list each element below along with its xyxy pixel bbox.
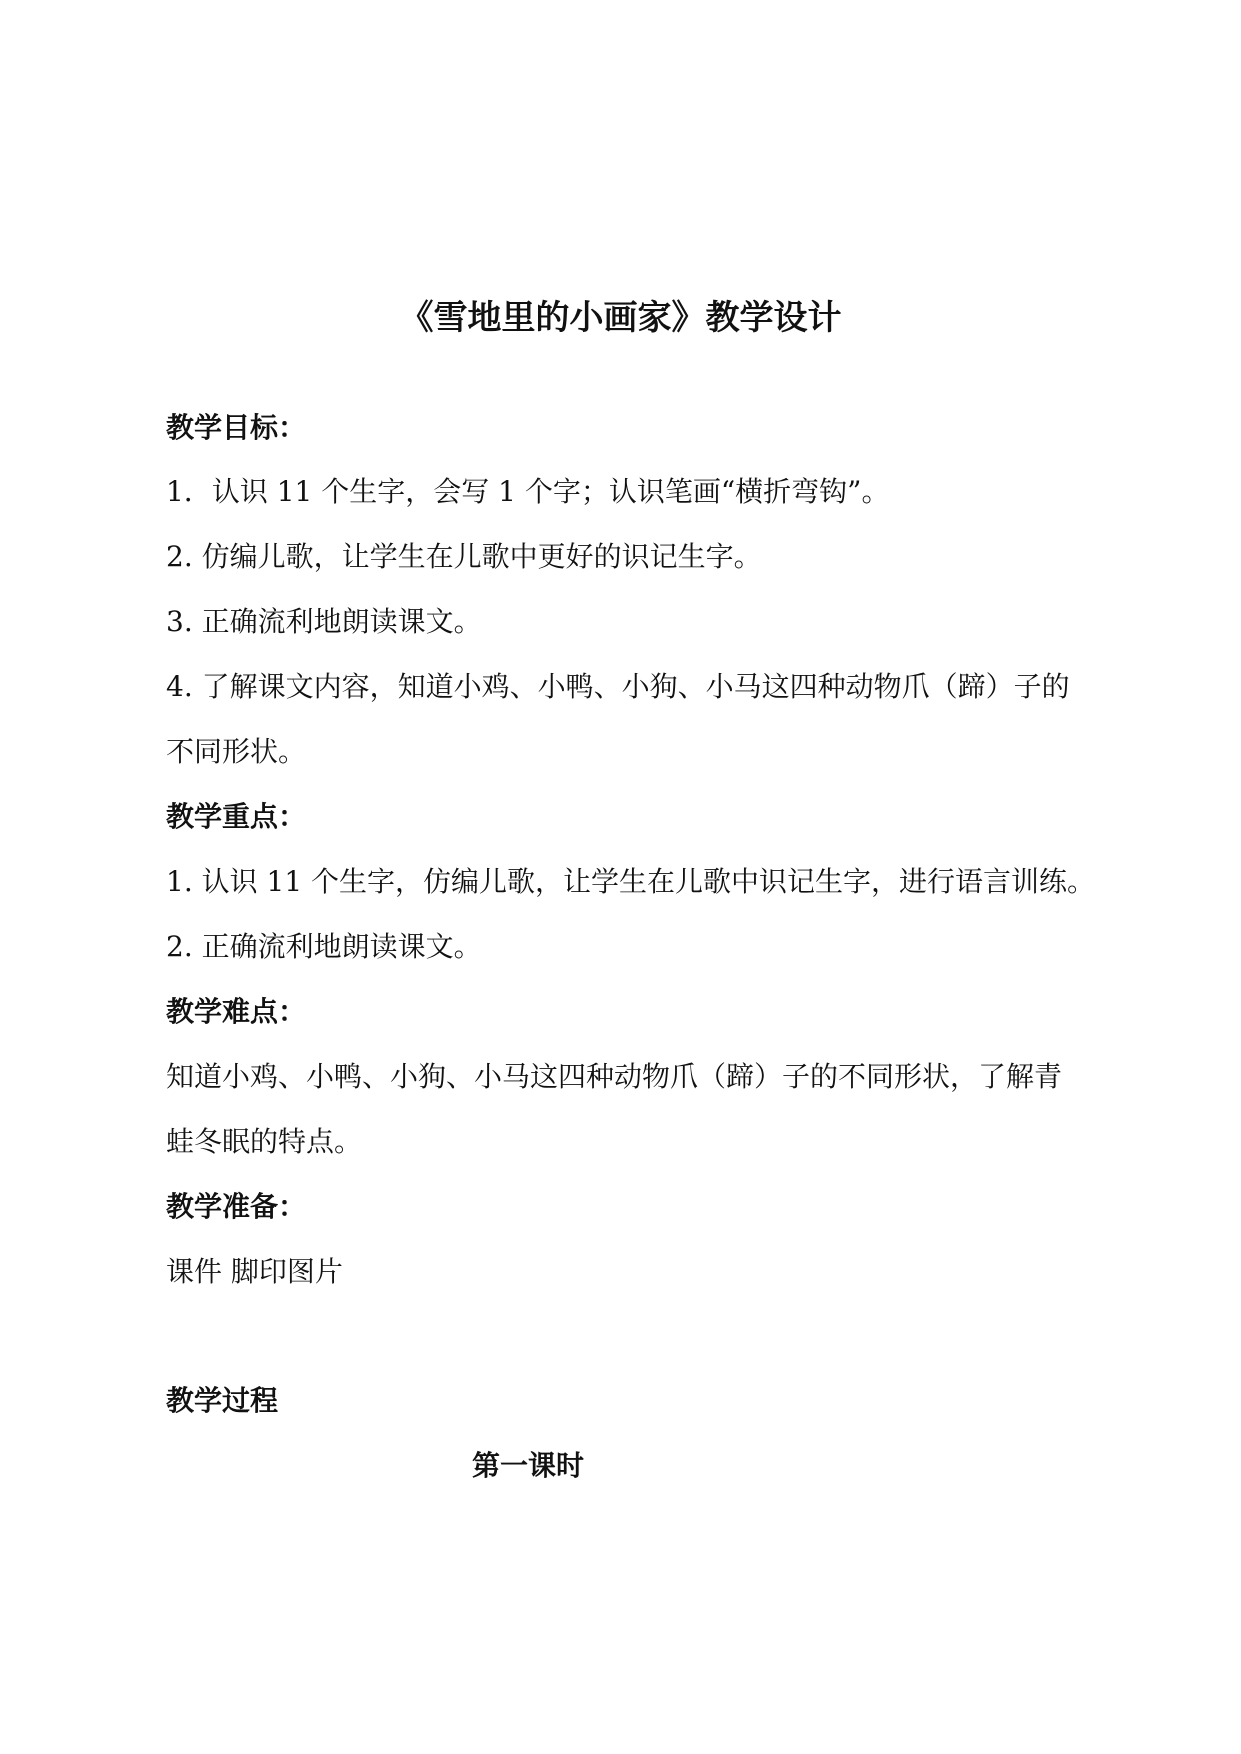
key-point-item-1: 1. 认识 11 个生字，仿编儿歌，让学生在儿歌中识记生字，进行语言训练。 [166, 865, 1096, 898]
process-heading: 教学过程 [166, 1384, 279, 1417]
preparation-heading: 教学准备： [166, 1190, 307, 1223]
document-title: 《雪地里的小画家》教学设计 [399, 298, 842, 338]
objective-item-1: 1．认识 11 个生字，会写 1 个字；认识笔画“横折弯钩”。 [166, 475, 890, 508]
objectives-heading: 教学目标： [166, 411, 307, 444]
objective-item-2: 2. 仿编儿歌，让学生在儿歌中更好的识记生字。 [166, 540, 762, 573]
first-lesson-heading: 第一课时 [472, 1449, 585, 1482]
difficulty-line-2: 蛙冬眠的特点。 [166, 1125, 363, 1158]
objective-item-3: 3. 正确流利地朗读课文。 [166, 605, 482, 638]
preparation-content: 课件 脚印图片 [166, 1255, 343, 1288]
difficulties-heading: 教学难点： [166, 995, 307, 1028]
objective-item-4: 4. 了解课文内容，知道小鸡、小鸭、小狗、小马这四种动物爪（蹄）子的 [166, 670, 1070, 703]
objective-item-4-continued: 不同形状。 [166, 735, 307, 768]
key-points-heading: 教学重点： [166, 800, 307, 833]
key-point-item-2: 2. 正确流利地朗读课文。 [166, 930, 482, 963]
difficulty-line-1: 知道小鸡、小鸭、小狗、小马这四种动物爪（蹄）子的不同形状，了解青 [166, 1060, 1063, 1093]
